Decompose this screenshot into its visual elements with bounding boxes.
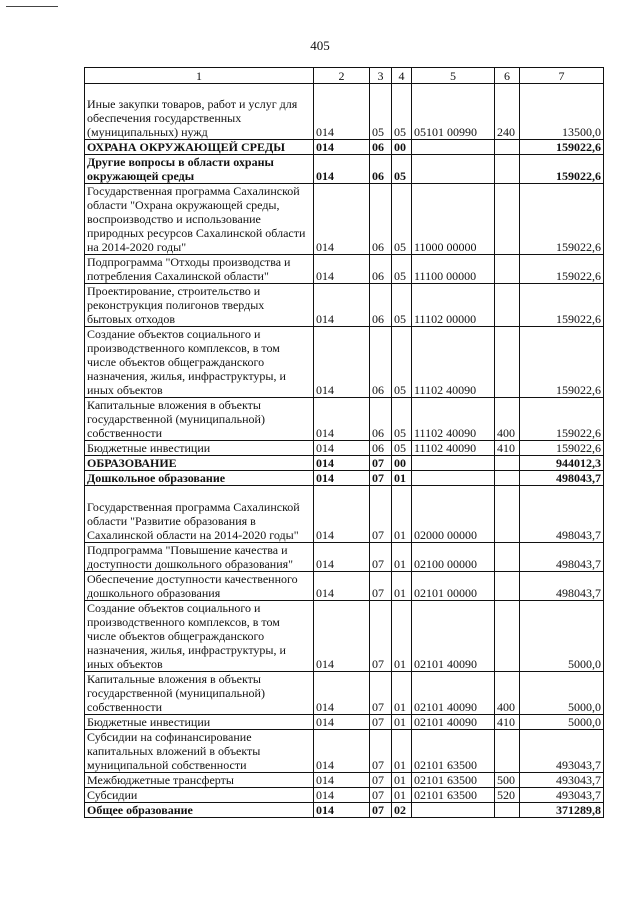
row-code-subsection: 05 <box>392 327 412 398</box>
row-code-target <box>412 803 495 818</box>
row-code-section: 06 <box>370 155 392 184</box>
row-code-section: 07 <box>370 803 392 818</box>
row-code-subsection: 01 <box>392 543 412 572</box>
header-row <box>85 68 604 84</box>
row-name-cell: Межбюджетные трансферты <box>85 773 314 788</box>
row-code-ministry: 014 <box>314 140 370 155</box>
row-code-subsection: 01 <box>392 486 412 543</box>
row-amount: 498043,7 <box>520 572 604 601</box>
row-amount: 5000,0 <box>520 715 604 730</box>
row-code-expense-type <box>495 184 520 255</box>
table-row <box>85 715 604 730</box>
row-code-expense-type <box>495 255 520 284</box>
row-amount: 5000,0 <box>520 672 604 715</box>
header-cell-1: 1 <box>85 68 314 84</box>
row-code-subsection: 01 <box>392 601 412 672</box>
row-name-cell: Субсидии <box>85 788 314 803</box>
row-code-section: 06 <box>370 184 392 255</box>
row-name-cell: ОХРАНА ОКРУЖАЮЩЕЙ СРЕДЫ <box>85 140 314 155</box>
row-code-ministry: 014 <box>314 543 370 572</box>
row-code-ministry: 014 <box>314 803 370 818</box>
row-code-ministry: 014 <box>314 601 370 672</box>
row-code-ministry: 014 <box>314 456 370 471</box>
table-row <box>85 471 604 486</box>
row-code-subsection: 05 <box>392 184 412 255</box>
row-name-cell: Общее образование <box>85 803 314 818</box>
row-code-target: 11102 40090 <box>412 441 495 456</box>
table-row <box>85 486 604 543</box>
row-amount: 159022,6 <box>520 398 604 441</box>
row-code-ministry: 014 <box>314 486 370 543</box>
table-row <box>85 672 604 715</box>
header-cell-3: 3 <box>370 68 392 84</box>
row-code-section: 07 <box>370 543 392 572</box>
row-amount: 159022,6 <box>520 255 604 284</box>
row-code-target: 05101 00990 <box>412 84 495 140</box>
row-code-section: 06 <box>370 398 392 441</box>
row-amount: 5000,0 <box>520 601 604 672</box>
header-cell-2: 2 <box>314 68 370 84</box>
row-amount: 159022,6 <box>520 284 604 327</box>
row-name-cell: Государственная программа Сахалинской области "Охрана окружающей среды, воспроизводство и использование природных ресурсов Сахалинской области на 2014-2020 годы" <box>85 184 314 255</box>
table-row <box>85 803 604 818</box>
row-code-expense-type <box>495 155 520 184</box>
row-code-section: 06 <box>370 441 392 456</box>
row-code-section: 07 <box>370 730 392 773</box>
row-code-ministry: 014 <box>314 284 370 327</box>
row-code-section: 07 <box>370 788 392 803</box>
row-code-section: 07 <box>370 572 392 601</box>
row-code-subsection: 01 <box>392 572 412 601</box>
row-code-expense-type: 500 <box>495 773 520 788</box>
row-code-ministry: 014 <box>314 672 370 715</box>
row-code-target <box>412 471 495 486</box>
row-amount: 13500,0 <box>520 84 604 140</box>
row-amount: 159022,6 <box>520 327 604 398</box>
row-code-section: 07 <box>370 471 392 486</box>
row-code-ministry: 014 <box>314 84 370 140</box>
row-code-subsection: 05 <box>392 441 412 456</box>
row-code-expense-type <box>495 486 520 543</box>
row-amount: 944012,3 <box>520 456 604 471</box>
row-code-expense-type: 410 <box>495 441 520 456</box>
row-code-subsection: 05 <box>392 155 412 184</box>
row-code-expense-type: 400 <box>495 398 520 441</box>
row-code-section: 07 <box>370 456 392 471</box>
row-code-section: 07 <box>370 486 392 543</box>
row-code-subsection: 02 <box>392 803 412 818</box>
row-amount: 493043,7 <box>520 730 604 773</box>
row-code-target: 02101 63500 <box>412 773 495 788</box>
row-amount: 498043,7 <box>520 471 604 486</box>
row-code-target: 02000 00000 <box>412 486 495 543</box>
table-row <box>85 773 604 788</box>
row-code-expense-type: 400 <box>495 672 520 715</box>
row-code-subsection: 05 <box>392 255 412 284</box>
row-code-target <box>412 155 495 184</box>
row-code-target: 11102 40090 <box>412 327 495 398</box>
row-code-expense-type: 520 <box>495 788 520 803</box>
row-name-cell: ОБРАЗОВАНИЕ <box>85 456 314 471</box>
row-code-ministry: 014 <box>314 155 370 184</box>
row-code-section: 07 <box>370 773 392 788</box>
row-code-target: 02101 63500 <box>412 788 495 803</box>
row-code-ministry: 014 <box>314 471 370 486</box>
header-cell-5: 5 <box>412 68 495 84</box>
table-row <box>85 284 604 327</box>
row-code-subsection: 05 <box>392 84 412 140</box>
row-amount: 493043,7 <box>520 788 604 803</box>
row-code-expense-type <box>495 140 520 155</box>
table-row <box>85 398 604 441</box>
row-code-ministry: 014 <box>314 730 370 773</box>
table-row <box>85 456 604 471</box>
row-code-ministry: 014 <box>314 773 370 788</box>
row-code-subsection: 00 <box>392 456 412 471</box>
table-row <box>85 140 604 155</box>
budget-table <box>84 67 604 818</box>
table-row <box>85 788 604 803</box>
row-code-subsection: 05 <box>392 398 412 441</box>
table-row <box>85 84 604 140</box>
row-name-cell: Бюджетные инвестиции <box>85 715 314 730</box>
row-code-target: 11100 00000 <box>412 255 495 284</box>
row-code-subsection: 01 <box>392 788 412 803</box>
header-cell-7: 7 <box>520 68 604 84</box>
row-amount: 493043,7 <box>520 773 604 788</box>
row-name-cell: Другие вопросы в области охраны окружающей среды <box>85 155 314 184</box>
row-code-ministry: 014 <box>314 327 370 398</box>
row-code-expense-type <box>495 730 520 773</box>
row-code-section: 06 <box>370 327 392 398</box>
row-code-ministry: 014 <box>314 715 370 730</box>
row-code-target: 02101 40090 <box>412 601 495 672</box>
row-code-ministry: 014 <box>314 788 370 803</box>
row-code-target: 02101 40090 <box>412 672 495 715</box>
row-code-expense-type <box>495 471 520 486</box>
row-amount: 159022,6 <box>520 441 604 456</box>
row-code-target: 02101 63500 <box>412 730 495 773</box>
table-row <box>85 184 604 255</box>
row-name-cell: Капитальные вложения в объекты государственной (муниципальной) собственности <box>85 672 314 715</box>
row-name-cell: Капитальные вложения в объекты государственной (муниципальной) собственности <box>85 398 314 441</box>
row-name-cell: Иные закупки товаров, работ и услуг для обеспечения государственных (муниципальных) нужд <box>85 84 314 140</box>
row-code-subsection: 00 <box>392 140 412 155</box>
corner-mark <box>6 6 58 7</box>
row-code-subsection: 01 <box>392 773 412 788</box>
row-name-cell: Проектирование, строительство и реконструкция полигонов твердых бытовых отходов <box>85 284 314 327</box>
row-amount: 159022,6 <box>520 155 604 184</box>
row-code-ministry: 014 <box>314 255 370 284</box>
table-row <box>85 572 604 601</box>
row-name-cell: Обеспечение доступности качественного дошкольного образования <box>85 572 314 601</box>
row-code-section: 07 <box>370 601 392 672</box>
table-row <box>85 327 604 398</box>
row-code-target: 11102 40090 <box>412 398 495 441</box>
row-code-target: 02101 40090 <box>412 715 495 730</box>
row-code-ministry: 014 <box>314 441 370 456</box>
row-name-cell: Государственная программа Сахалинской области "Развитие образования в Сахалинской области на 2014-2020 годы" <box>85 486 314 543</box>
row-code-expense-type <box>495 572 520 601</box>
row-code-target <box>412 456 495 471</box>
row-code-ministry: 014 <box>314 184 370 255</box>
table-row <box>85 441 604 456</box>
row-name-cell: Создание объектов социального и производственного комплексов, в том числе объектов общегражданского назначения, жилья, инфраструктуры, и иных объектов <box>85 327 314 398</box>
row-name-cell: Подпрограмма "Повышение качества и доступности дошкольного образования" <box>85 543 314 572</box>
row-name-cell: Создание объектов социального и производственного комплексов, в том числе объектов общегражданского назначения, жилья, инфраструктуры, и иных объектов <box>85 601 314 672</box>
row-name-cell: Бюджетные инвестиции <box>85 441 314 456</box>
row-code-ministry: 014 <box>314 398 370 441</box>
row-code-expense-type <box>495 543 520 572</box>
row-code-target: 11000 00000 <box>412 184 495 255</box>
table-row <box>85 730 604 773</box>
row-code-section: 06 <box>370 140 392 155</box>
row-code-expense-type <box>495 284 520 327</box>
row-amount: 371289,8 <box>520 803 604 818</box>
row-code-section: 05 <box>370 84 392 140</box>
row-name-cell: Субсидии на софинансирование капитальных вложений в объекты муниципальной собственности <box>85 730 314 773</box>
row-code-expense-type <box>495 601 520 672</box>
row-code-expense-type: 410 <box>495 715 520 730</box>
row-code-expense-type: 240 <box>495 84 520 140</box>
table-row <box>85 601 604 672</box>
row-code-subsection: 05 <box>392 284 412 327</box>
row-code-subsection: 01 <box>392 672 412 715</box>
row-amount: 498043,7 <box>520 543 604 572</box>
row-code-expense-type <box>495 456 520 471</box>
row-code-subsection: 01 <box>392 730 412 773</box>
row-name-cell: Подпрограмма "Отходы производства и потребления Сахалинской области" <box>85 255 314 284</box>
table-row <box>85 255 604 284</box>
row-code-target: 11102 00000 <box>412 284 495 327</box>
row-code-target: 02101 00000 <box>412 572 495 601</box>
row-code-expense-type <box>495 803 520 818</box>
table-row <box>85 543 604 572</box>
row-amount: 159022,6 <box>520 184 604 255</box>
row-amount: 498043,7 <box>520 486 604 543</box>
row-code-target: 02100 00000 <box>412 543 495 572</box>
row-code-section: 06 <box>370 284 392 327</box>
row-code-subsection: 01 <box>392 715 412 730</box>
row-code-section: 06 <box>370 255 392 284</box>
header-cell-4: 4 <box>392 68 412 84</box>
page-number: 405 <box>310 38 330 53</box>
header-cell-6: 6 <box>495 68 520 84</box>
row-code-subsection: 01 <box>392 471 412 486</box>
row-code-target <box>412 140 495 155</box>
row-code-section: 07 <box>370 715 392 730</box>
table-row <box>85 155 604 184</box>
row-code-section: 07 <box>370 672 392 715</box>
row-amount: 159022,6 <box>520 140 604 155</box>
table-body <box>85 84 604 818</box>
row-name-cell: Дошкольное образование <box>85 471 314 486</box>
row-code-expense-type <box>495 327 520 398</box>
row-code-ministry: 014 <box>314 572 370 601</box>
